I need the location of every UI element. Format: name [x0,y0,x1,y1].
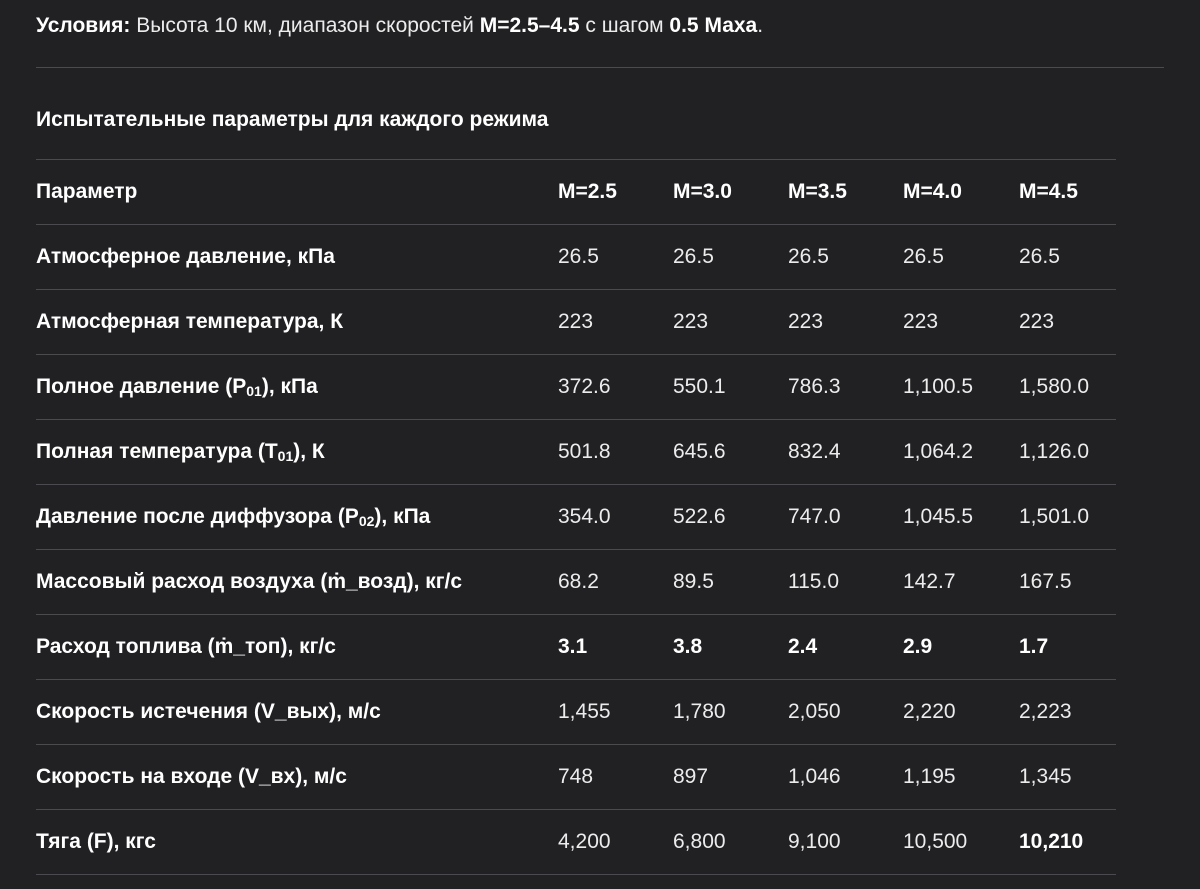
parameter-subscript: 02 [358,513,375,529]
section-title: Испытательные параметры для каждого режима [36,108,549,131]
table-cell-value: 786.3 [788,355,903,420]
table-row [36,225,1116,290]
table-row [36,290,1116,355]
table-cell-value: 897 [673,745,788,810]
header-param: Параметр [36,160,558,225]
table-cell-value: 68.2 [558,550,673,615]
table-row [36,550,1116,615]
table-cell-value: 645.6 [673,420,788,485]
table-cell-value: 1,195 [903,745,1019,810]
table-cell-value: 832.4 [788,420,903,485]
horizontal-divider [36,67,1164,68]
table-cell-value: 1,345 [1019,745,1116,810]
parameter-name-text: Тяга (F), кгс [36,830,156,853]
table-cell-value: 1,064.2 [903,420,1019,485]
table-cell-value: 1,046 [788,745,903,810]
table-cell-value: 748 [558,745,673,810]
parameter-name-text: Расход топлива (ṁ_топ), кг/с [36,635,336,658]
table-cell-value: 26.5 [788,225,903,290]
row-parameter-name [36,355,558,420]
table-cell-value: 223 [788,290,903,355]
table-cell-value: 1.7 [1019,615,1116,680]
table-cell-value: 3.8 [673,615,788,680]
conditions-step: 0.5 Маха [669,14,758,37]
table-row [36,355,1116,420]
table-cell-value: 223 [558,290,673,355]
table-row [36,745,1116,810]
header-col-m4-0: M=4.0 [903,160,1019,225]
parameter-name-suffix: ), кПа [261,375,318,398]
table-row [36,680,1116,745]
parameter-name-text: Полное давление (P [36,375,247,398]
parameter-name-text: Атмосферная температура, К [36,310,344,333]
table-cell-value: 26.5 [673,225,788,290]
table-cell-value: 6,800 [673,810,788,875]
conditions-text-2: с шагом [579,14,670,37]
table-cell-value: 747.0 [788,485,903,550]
table-cell-value: 2,223 [1019,680,1116,745]
table-cell-value: 1,100.5 [903,355,1019,420]
table-cell-value: 1,045.5 [903,485,1019,550]
table-cell-value: 115.0 [788,550,903,615]
table-row [36,810,1116,875]
parameter-name-suffix: ), К [293,440,325,463]
table-row [36,420,1116,485]
parameter-name-text: Атмосферное давление, кПа [36,245,335,268]
table-row [36,485,1116,550]
table-cell-value: 26.5 [1019,225,1116,290]
table-cell-value: 4,200 [558,810,673,875]
row-parameter-name [36,680,558,745]
row-parameter-name [36,485,558,550]
table-cell-value: 223 [673,290,788,355]
conditions-text-3: . [757,14,764,37]
table-cell-value: 550.1 [673,355,788,420]
parameters-table [36,159,1116,875]
table-cell-value: 89.5 [673,550,788,615]
table-cell-value: 2,220 [903,680,1019,745]
header-col-m3-5: M=3.5 [788,160,903,225]
table-cell-value: 372.6 [558,355,673,420]
parameter-name-text: Давление после диффузора (P [36,505,359,528]
table-header-row [36,160,1116,225]
conditions-line [36,12,763,40]
table-cell-value: 354.0 [558,485,673,550]
row-parameter-name [36,615,558,680]
row-parameter-name [36,745,558,810]
conditions-label: Условия: [36,14,131,37]
table-cell-value: 3.1 [558,615,673,680]
parameter-subscript: 01 [277,448,294,464]
table-cell-value: 522.6 [673,485,788,550]
parameter-name-text: Полная температура (T [36,440,278,463]
table-cell-value: 223 [1019,290,1116,355]
parameter-subscript: 01 [246,383,262,399]
header-col-m4-5: M=4.5 [1019,160,1116,225]
table-cell-value: 223 [903,290,1019,355]
table-cell-value: 501.8 [558,420,673,485]
table-cell-value: 2.4 [788,615,903,680]
row-parameter-name [36,810,558,875]
table-cell-value: 2.9 [903,615,1019,680]
table-cell-value: 1,780 [673,680,788,745]
row-parameter-name [36,290,558,355]
parameter-name-text: Массовый расход воздуха (ṁ_возд), кг/с [36,570,463,593]
parameter-name-suffix: ), кПа [374,505,431,528]
parameter-name-text: Скорость на входе (V_вх), м/с [36,765,347,788]
header-col-m2-5: M=2.5 [558,160,673,225]
table-cell-value: 26.5 [903,225,1019,290]
conditions-text-1: Высота 10 км, диапазон скоростей [130,14,480,37]
table-cell-value: 10,210 [1019,810,1116,875]
row-parameter-name [36,420,558,485]
table-row [36,615,1116,680]
parameter-name-text: Скорость истечения (V_вых), м/с [36,700,381,723]
table-cell-value: 2,050 [788,680,903,745]
table-cell-value: 1,455 [558,680,673,745]
table-cell-value: 26.5 [558,225,673,290]
table-cell-value: 1,126.0 [1019,420,1116,485]
table-cell-value: 142.7 [903,550,1019,615]
header-col-m3-0: M=3.0 [673,160,788,225]
table-cell-value: 10,500 [903,810,1019,875]
table-cell-value: 9,100 [788,810,903,875]
conditions-range: M=2.5–4.5 [479,14,580,37]
row-parameter-name [36,550,558,615]
table-body [36,225,1116,875]
table-cell-value: 1,501.0 [1019,485,1116,550]
table-cell-value: 1,580.0 [1019,355,1116,420]
table-cell-value: 167.5 [1019,550,1116,615]
row-parameter-name [36,225,558,290]
